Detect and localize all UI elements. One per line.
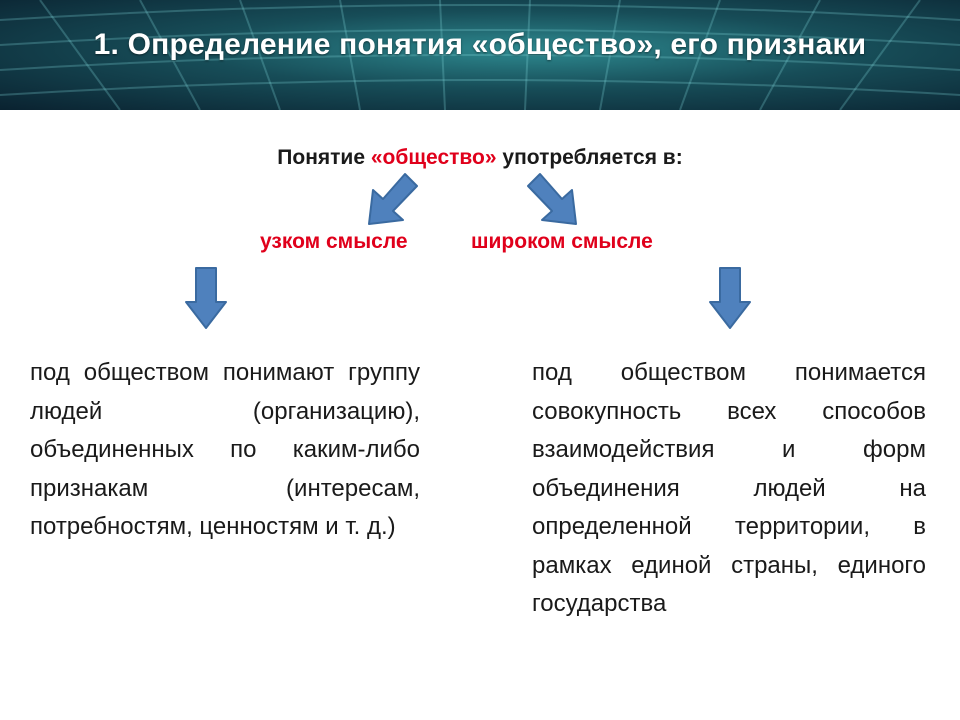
arrow-down-left-icon (355, 168, 425, 230)
arrow-down-icon (706, 266, 754, 332)
narrow-definition: под обществом понимают группу людей (организацию), объединенных по каким-либо признакам (интересам, потребностям, ценностям и т. д.) (30, 359, 420, 540)
slide-header (0, 0, 960, 110)
arrow-down-right-icon (520, 168, 590, 230)
narrow-sense-label: узком смысле (260, 230, 408, 253)
broad-definition: под обществом понимается совокупность всех способов взаимодействия и форм объединения людей на определенной территории, в рамках единой страны, единого государства (532, 359, 926, 617)
slide-title: 1. Определение понятия «общество», его признаки (93, 28, 867, 61)
intro-suffix: употребляется в: (496, 146, 683, 169)
arrow-down-icon (182, 266, 230, 332)
intro-line (0, 146, 960, 170)
broad-sense-label: широком смысле (471, 230, 653, 253)
intro-highlight: «общество» (370, 146, 497, 169)
intro-prefix: Понятие (277, 146, 371, 169)
